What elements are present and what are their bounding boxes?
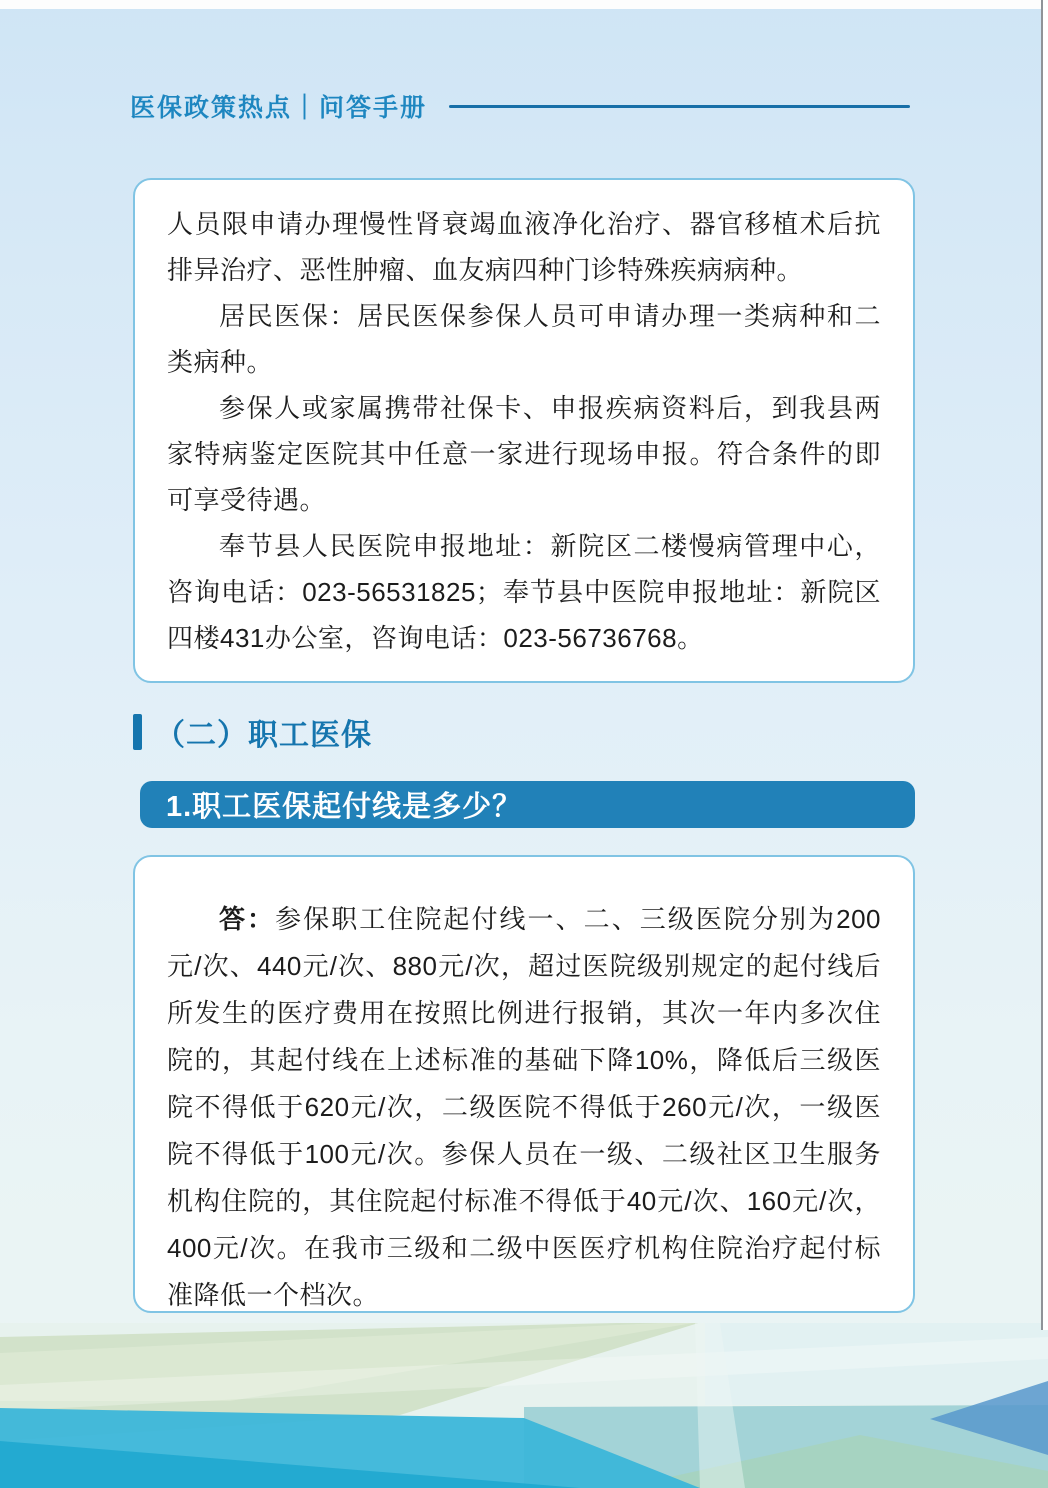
footer-decoration (0, 1323, 1048, 1488)
section-heading (133, 710, 372, 754)
header-title: 医保政策热点｜问答手册 (130, 94, 428, 122)
header-rule (449, 105, 910, 108)
page-right-edge (1041, 0, 1048, 1330)
question-bar (140, 781, 915, 828)
page-header (130, 88, 910, 124)
answer-paragraph (167, 896, 881, 1319)
intro-card (133, 178, 915, 683)
question-label: 1.职工医保起付线是多少？ (166, 791, 523, 823)
answer-body: 参保职工住院起付线一、二、三级医院分别为200元/次、440元/次、880元/次，超过医院级别规定的起付线后所发生的医疗费用在按照比例进行报销，其次一年内多次住院的，其起付线在上述标准的基础下降10%，降低后三级医院不得低于620元/次，二级医院不得低于260元/次，一级医院不得低于100元/次。参保人员在一级、二级社区卫生服务机构住院的，其住院起付标准不得低于40元/次、160元/次，400元/次。在我市三级和二级中医医疗机构住院治疗起付标准降低一个档次。 (167, 904, 881, 1310)
section-heading-title: （二）职工医保 (155, 719, 372, 752)
page-top-edge (0, 0, 1048, 9)
intro-paragraph-4: 奉节县人民医院申报地址：新院区二楼慢病管理中心，咨询电话：023-56531825；奉节县中医院申报地址：新院区四楼431办公室，咨询电话：023-56736768。 (167, 531, 881, 653)
answer-card (133, 855, 915, 1313)
answer-prefix: 答： (219, 904, 276, 934)
section-heading-bar (133, 714, 142, 750)
intro-paragraph-1: 人员限申请办理慢性肾衰竭血液净化治疗、器官移植术后抗排异治疗、恶性肿瘤、血友病四种门诊特殊疾病病种。 (167, 209, 881, 285)
intro-paragraph-2: 居民医保：居民医保参保人员可申请办理一类病种和二类病种。 (167, 301, 881, 377)
intro-paragraph-3: 参保人或家属携带社保卡、申报疾病资料后，到我县两家特病鉴定医院其中任意一家进行现场申报。符合条件的即可享受待遇。 (167, 393, 881, 515)
